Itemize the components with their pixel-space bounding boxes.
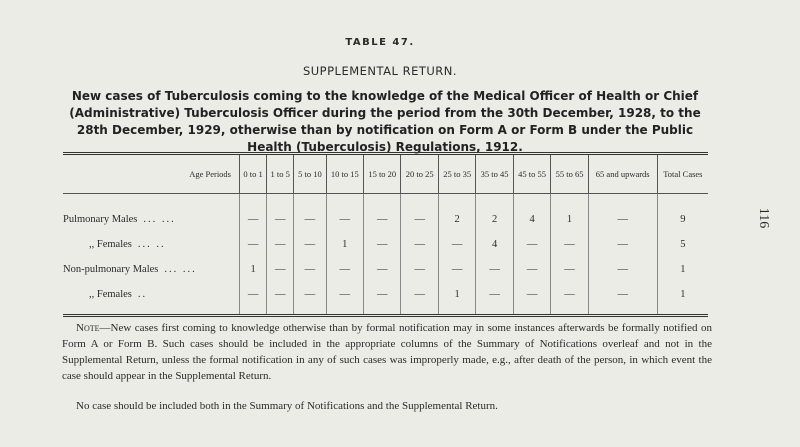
- note-text: —New cases first coming to knowledge otherwise than by formal notification may in some instances afterwards be formally notified on Form A or Form B. Such cases should be included in the appropriate columns of the Summary of Notifications overleaf and not in the Supplemental Return, unless the formal notification in any of such cases was improperly made, e.g., after death of the person, in which event the case should appear in the Supplemental Return.: [62, 322, 712, 382]
- table-row: [63, 232, 708, 257]
- table-cell: 1: [240, 257, 267, 282]
- table-cell: —: [551, 257, 588, 282]
- table-cell: —: [401, 257, 438, 282]
- row-label: ,, Females ... ..: [89, 239, 166, 250]
- page-number: 116: [756, 207, 772, 229]
- supplemental-return-table: [63, 152, 708, 317]
- table-cell: —: [364, 282, 401, 314]
- table-cell: —: [588, 232, 657, 257]
- table-cell: 2: [438, 194, 475, 233]
- table-cell: —: [326, 282, 363, 314]
- corner-label: Age Periods: [63, 155, 240, 194]
- table-cell: 1: [657, 257, 708, 282]
- table-cell: —: [267, 232, 294, 257]
- table-row: [63, 257, 708, 282]
- table-cell: 1: [551, 194, 588, 233]
- table-cell: —: [476, 257, 513, 282]
- table-cell: —: [513, 257, 550, 282]
- row-label: Non-pulmonary Males ... ...: [63, 264, 197, 275]
- table-cell: —: [551, 282, 588, 314]
- column-header: 65 and upwards: [588, 155, 657, 194]
- table-row: [63, 282, 708, 314]
- table-cell: —: [240, 232, 267, 257]
- table-cell: 2: [476, 194, 513, 233]
- table-cell: —: [267, 257, 294, 282]
- column-header: 15 to 20: [364, 155, 401, 194]
- table-cell: —: [401, 282, 438, 314]
- table-cell: —: [438, 232, 475, 257]
- table-cell: —: [476, 282, 513, 314]
- column-header: 45 to 55: [513, 155, 550, 194]
- table-cell: —: [513, 232, 550, 257]
- table-cell: —: [438, 257, 475, 282]
- table-cell: 4: [476, 232, 513, 257]
- table-cell: —: [588, 257, 657, 282]
- table-row: [63, 194, 708, 233]
- row-label: ,, Females ..: [89, 289, 148, 300]
- table-cell: —: [364, 257, 401, 282]
- table-cell: —: [294, 257, 326, 282]
- column-header: 0 to 1: [240, 155, 267, 194]
- table-cell: —: [326, 194, 363, 233]
- table-cell: 9: [657, 194, 708, 233]
- column-header: 5 to 10: [294, 155, 326, 194]
- table-cell: 1: [438, 282, 475, 314]
- column-header: Total Cases: [657, 155, 708, 194]
- table-number: TABLE 47.: [345, 37, 415, 48]
- table-cell: —: [294, 194, 326, 233]
- note-paragraph: [62, 320, 712, 384]
- table-cell: —: [588, 282, 657, 314]
- table-cell: —: [588, 194, 657, 233]
- table-cell: 1: [326, 232, 363, 257]
- table-cell: —: [401, 194, 438, 233]
- table-cell: —: [364, 194, 401, 233]
- column-header: 10 to 15: [326, 155, 363, 194]
- column-header: 25 to 35: [438, 155, 475, 194]
- column-header: 35 to 45: [476, 155, 513, 194]
- table-cell: —: [240, 194, 267, 233]
- table-cell: 5: [657, 232, 708, 257]
- table-cell: —: [240, 282, 267, 314]
- table-cell: —: [364, 232, 401, 257]
- table-cell: —: [294, 232, 326, 257]
- table-cell: 4: [513, 194, 550, 233]
- note-lead: Note: [76, 322, 100, 334]
- table-cell: 1: [657, 282, 708, 314]
- header-row: [63, 155, 708, 194]
- column-header: 20 to 25: [401, 155, 438, 194]
- table-cell: —: [294, 282, 326, 314]
- row-label: Pulmonary Males ... ...: [63, 214, 176, 225]
- subtitle: SUPPLEMENTAL RETURN.: [302, 64, 458, 78]
- table-cell: —: [267, 282, 294, 314]
- table-cell: —: [513, 282, 550, 314]
- table-cell: —: [551, 232, 588, 257]
- table-cell: —: [326, 257, 363, 282]
- column-header: 1 to 5: [267, 155, 294, 194]
- column-header: 55 to 65: [551, 155, 588, 194]
- final-note: No case should be included both in the Summary of Notifications and the Supplemental Return.: [76, 400, 498, 412]
- table-cell: —: [267, 194, 294, 233]
- table-cell: —: [401, 232, 438, 257]
- table-description: New cases of Tuberculosis coming to the knowledge of the Medical Officer of Health or Chief (Administrative) Tuberculosis Officer during the period from the 30th December, 1928, to the 28th December, 1929, otherwise than by notification on Form A or Form B under the Public Health (Tuberculosis) Regulations, 1912.: [69, 89, 701, 154]
